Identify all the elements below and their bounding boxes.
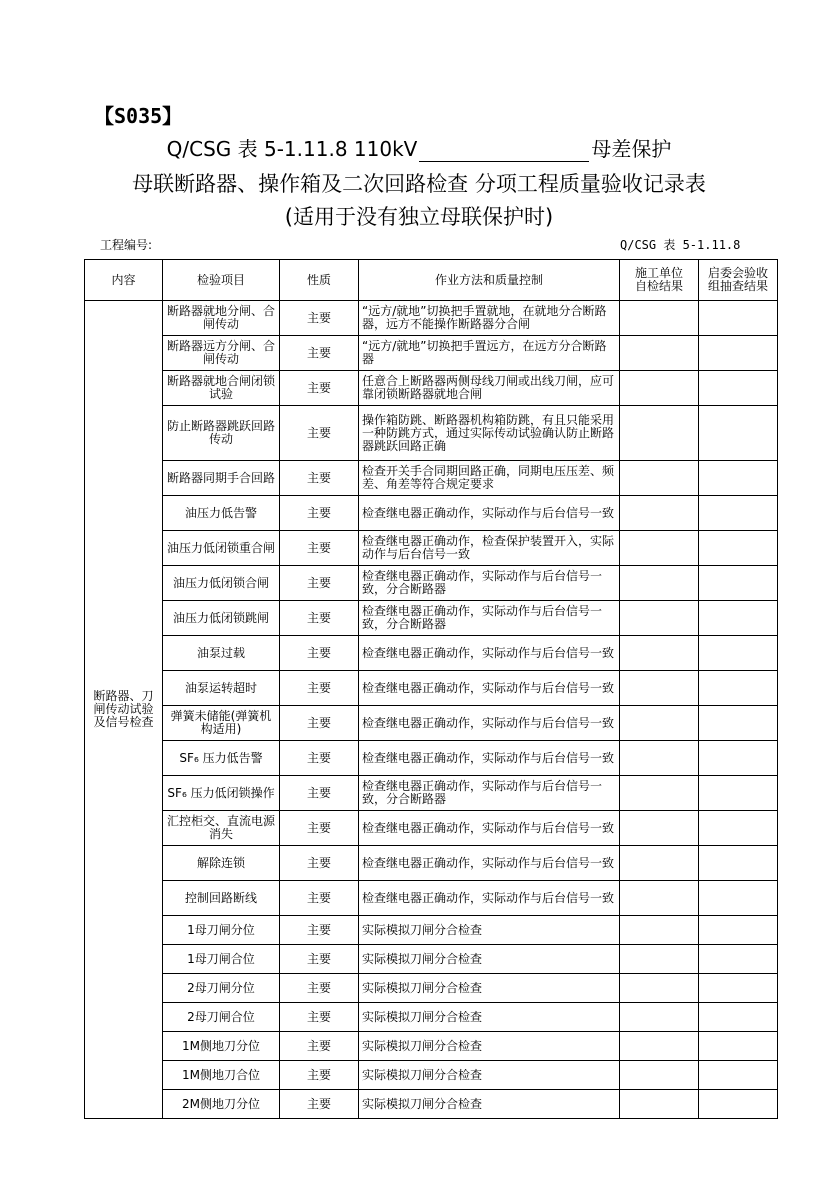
blank-field[interactable] [419, 139, 589, 162]
acceptance-cell[interactable] [699, 741, 778, 776]
item-cell: 油压力低闭锁合闸 [163, 566, 280, 601]
item-cell: 断路器同期手合回路 [163, 461, 280, 496]
acceptance-cell[interactable] [699, 1090, 778, 1119]
self-check-cell[interactable] [620, 881, 699, 916]
prop-cell: 主要 [280, 496, 359, 531]
header-row [85, 260, 778, 301]
acceptance-cell[interactable] [699, 301, 778, 336]
method-cell: 检查继电器正确动作，实际动作与后台信号一致，分合断路器 [359, 776, 620, 811]
table-row [85, 406, 778, 461]
method-cell: “远方/就地”切换把手置就地，在就地分合断路器，远方不能操作断路器分合闸 [359, 301, 620, 336]
self-check-cell[interactable] [620, 846, 699, 881]
acceptance-cell[interactable] [699, 371, 778, 406]
self-check-cell[interactable] [620, 1090, 699, 1119]
prop-cell: 主要 [280, 945, 359, 974]
title-prefix: Q/CSG 表 5-1.11.8 110kV [166, 137, 418, 161]
method-cell: 检查继电器正确动作，实际动作与后台信号一致 [359, 636, 620, 671]
table-row [85, 974, 778, 1003]
method-cell: 实际模拟刀闸分合检查 [359, 945, 620, 974]
self-check-cell[interactable] [620, 945, 699, 974]
method-cell: 实际模拟刀闸分合检查 [359, 916, 620, 945]
method-cell: 实际模拟刀闸分合检查 [359, 1003, 620, 1032]
item-cell: 油压力低告警 [163, 496, 280, 531]
table-row [85, 945, 778, 974]
self-check-cell[interactable] [620, 916, 699, 945]
project-no-label: 工程编号: [100, 238, 153, 252]
method-cell: 检查继电器正确动作，检查保护装置开入，实际动作与后台信号一致 [359, 531, 620, 566]
item-cell: 防止断路器跳跃回路传动 [163, 406, 280, 461]
header-content: 内容 [85, 260, 163, 301]
acceptance-cell[interactable] [699, 1061, 778, 1090]
table-row [85, 1090, 778, 1119]
table-row [85, 741, 778, 776]
method-cell: 检查继电器正确动作，实际动作与后台信号一致 [359, 706, 620, 741]
item-cell: 油泵过载 [163, 636, 280, 671]
item-cell: 断路器就地合闸闭锁试验 [163, 371, 280, 406]
acceptance-cell[interactable] [699, 916, 778, 945]
table-row [85, 881, 778, 916]
prop-cell: 主要 [280, 811, 359, 846]
method-cell: 检查继电器正确动作，实际动作与后台信号一致，分合断路器 [359, 566, 620, 601]
table-row [85, 1032, 778, 1061]
table-row [85, 671, 778, 706]
inspection-table [84, 259, 778, 1119]
table-row [85, 461, 778, 496]
self-check-cell[interactable] [620, 636, 699, 671]
title-line-3: (适用于没有独立母联保护时) [284, 205, 554, 229]
prop-cell: 主要 [280, 846, 359, 881]
prop-cell: 主要 [280, 741, 359, 776]
item-cell: 断路器就地分闸、合闸传动 [163, 301, 280, 336]
self-check-cell[interactable] [620, 601, 699, 636]
acceptance-cell[interactable] [699, 336, 778, 371]
prop-cell: 主要 [280, 916, 359, 945]
item-cell: 油压力低闭锁重合闸 [163, 531, 280, 566]
prop-cell: 主要 [280, 974, 359, 1003]
method-cell: 检查继电器正确动作，实际动作与后台信号一致，分合断路器 [359, 601, 620, 636]
method-cell: 检查继电器正确动作，实际动作与后台信号一致 [359, 881, 620, 916]
table-row [85, 371, 778, 406]
self-check-cell[interactable] [620, 671, 699, 706]
form-code: 【S035】 [94, 104, 183, 128]
item-cell: 油泵运转超时 [163, 671, 280, 706]
method-cell: 检查继电器正确动作，实际动作与后台信号一致 [359, 741, 620, 776]
item-cell: 1M侧地刀分位 [163, 1032, 280, 1061]
table-row [85, 776, 778, 811]
table-row [85, 496, 778, 531]
acceptance-cell[interactable] [699, 846, 778, 881]
table-row [85, 706, 778, 741]
self-check-cell[interactable] [620, 1061, 699, 1090]
method-cell: 检查继电器正确动作，实际动作与后台信号一致 [359, 811, 620, 846]
self-check-cell[interactable] [620, 531, 699, 566]
acceptance-cell[interactable] [699, 496, 778, 531]
method-cell: 任意合上断路器两侧母线刀闸或出线刀闸，应可靠闭锁断路器就地合闸 [359, 371, 620, 406]
acceptance-cell[interactable] [699, 601, 778, 636]
header-item: 检验项目 [163, 260, 280, 301]
title-line-2: 母联断路器、操作箱及二次回路检查 分项工程质量验收记录表 [132, 172, 706, 196]
table-row [85, 531, 778, 566]
acceptance-cell[interactable] [699, 706, 778, 741]
item-cell: 解除连锁 [163, 846, 280, 881]
item-cell: 油压力低闭锁跳闸 [163, 601, 280, 636]
item-cell: 1M侧地刀合位 [163, 1061, 280, 1090]
table-row [85, 916, 778, 945]
item-cell: 2母刀闸分位 [163, 974, 280, 1003]
item-cell: 1母刀闸合位 [163, 945, 280, 974]
prop-cell: 主要 [280, 406, 359, 461]
acceptance-cell[interactable] [699, 1032, 778, 1061]
acceptance-cell[interactable] [699, 531, 778, 566]
method-cell: 操作箱防跳、断路器机构箱防跳，有且只能采用一种防跳方式，通过实际传动试验确认防止断路器跳跃回路正确 [359, 406, 620, 461]
table-row [85, 811, 778, 846]
acceptance-cell[interactable] [699, 461, 778, 496]
self-check-cell[interactable] [620, 461, 699, 496]
self-check-cell[interactable] [620, 776, 699, 811]
prop-cell: 主要 [280, 601, 359, 636]
item-cell: 1母刀闸分位 [163, 916, 280, 945]
table-row [85, 1003, 778, 1032]
prop-cell: 主要 [280, 671, 359, 706]
header-acceptance: 启委会验收 组抽查结果 [699, 260, 778, 301]
acceptance-cell[interactable] [699, 671, 778, 706]
prop-cell: 主要 [280, 1003, 359, 1032]
title-suffix: 母差保护 [591, 137, 672, 161]
title-line-1 [0, 133, 838, 162]
table-row [85, 636, 778, 671]
self-check-cell[interactable] [620, 406, 699, 461]
prop-cell: 主要 [280, 301, 359, 336]
method-cell: 实际模拟刀闸分合检查 [359, 1061, 620, 1090]
item-cell: 弹簧未储能(弹簧机构适用) [163, 706, 280, 741]
prop-cell: 主要 [280, 1061, 359, 1090]
method-cell: 实际模拟刀闸分合检查 [359, 1090, 620, 1119]
header-prop: 性质 [280, 260, 359, 301]
method-cell: 检查继电器正确动作，实际动作与后台信号一致 [359, 671, 620, 706]
acceptance-cell[interactable] [699, 566, 778, 601]
method-cell: “远方/就地”切换把手置远方，在远方分合断路器 [359, 336, 620, 371]
acceptance-cell[interactable] [699, 776, 778, 811]
self-check-cell[interactable] [620, 371, 699, 406]
header-method: 作业方法和质量控制 [359, 260, 620, 301]
content-cell: 断路器、刀闸传动试验及信号检查 [85, 301, 163, 1119]
prop-cell: 主要 [280, 531, 359, 566]
self-check-cell[interactable] [620, 566, 699, 601]
acceptance-cell[interactable] [699, 811, 778, 846]
prop-cell: 主要 [280, 1090, 359, 1119]
self-check-cell[interactable] [620, 974, 699, 1003]
item-cell: SF₆ 压力低告警 [163, 741, 280, 776]
table-row [85, 336, 778, 371]
table-row [85, 566, 778, 601]
acceptance-cell[interactable] [699, 406, 778, 461]
prop-cell: 主要 [280, 636, 359, 671]
acceptance-cell[interactable] [699, 945, 778, 974]
acceptance-cell[interactable] [699, 1003, 778, 1032]
prop-cell: 主要 [280, 1032, 359, 1061]
prop-cell: 主要 [280, 336, 359, 371]
self-check-cell[interactable] [620, 336, 699, 371]
self-check-cell[interactable] [620, 1003, 699, 1032]
method-cell: 检查继电器正确动作，实际动作与后台信号一致 [359, 496, 620, 531]
prop-cell: 主要 [280, 881, 359, 916]
self-check-cell[interactable] [620, 1032, 699, 1061]
prop-cell: 主要 [280, 776, 359, 811]
item-cell: SF₆ 压力低闭锁操作 [163, 776, 280, 811]
acceptance-cell[interactable] [699, 881, 778, 916]
self-check-cell[interactable] [620, 301, 699, 336]
table-row [85, 301, 778, 336]
item-cell: 汇控柜交、直流电源消失 [163, 811, 280, 846]
prop-cell: 主要 [280, 371, 359, 406]
prop-cell: 主要 [280, 706, 359, 741]
item-cell: 2M侧地刀分位 [163, 1090, 280, 1119]
method-cell: 实际模拟刀闸分合检查 [359, 1032, 620, 1061]
header-self-check: 施工单位 自检结果 [620, 260, 699, 301]
self-check-cell[interactable] [620, 741, 699, 776]
self-check-cell[interactable] [620, 496, 699, 531]
item-cell: 控制回路断线 [163, 881, 280, 916]
method-cell: 检查继电器正确动作，实际动作与后台信号一致 [359, 846, 620, 881]
acceptance-cell[interactable] [699, 974, 778, 1003]
table-row [85, 846, 778, 881]
acceptance-cell[interactable] [699, 636, 778, 671]
table-row [85, 601, 778, 636]
form-code-right: Q/CSG 表 5-1.11.8 [620, 238, 741, 252]
prop-cell: 主要 [280, 566, 359, 601]
table-row [85, 1061, 778, 1090]
item-cell: 2母刀闸合位 [163, 1003, 280, 1032]
item-cell: 断路器远方分闸、合闸传动 [163, 336, 280, 371]
prop-cell: 主要 [280, 461, 359, 496]
self-check-cell[interactable] [620, 706, 699, 741]
self-check-cell[interactable] [620, 811, 699, 846]
method-cell: 实际模拟刀闸分合检查 [359, 974, 620, 1003]
method-cell: 检查开关手合同期回路正确，同期电压压差、频差、角差等符合规定要求 [359, 461, 620, 496]
